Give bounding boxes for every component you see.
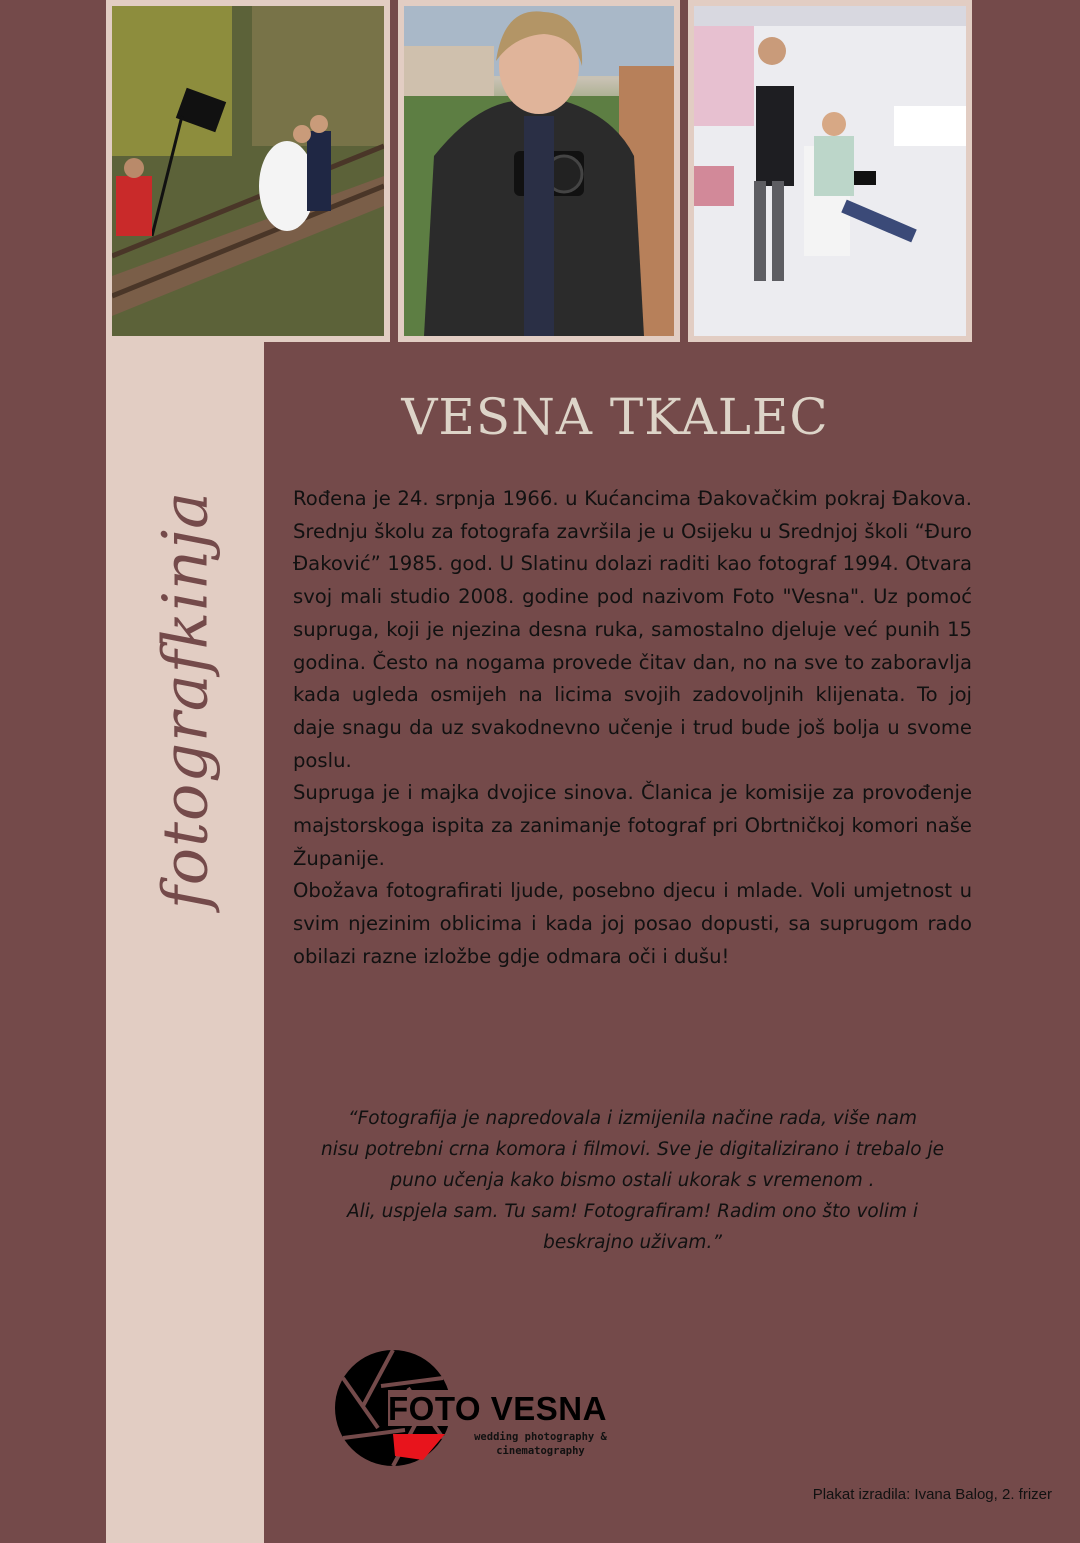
quote-text: “Fotografija je napredovala i izmijenila načine rada, više nam nisu potrebni crna komora i filmovi. Sve je digitalizirano i trebalo je puno učenja kako bismo ostali ukorak s vremenom . Ali, uspjela sam. Tu sam! Fotografiram! Radim ono što volim i beskrajno uživam.” [320, 1108, 945, 1253]
photo-photographer-portrait [398, 0, 680, 342]
event-hall-photo-icon [694, 6, 966, 336]
poster-credit: Plakat izradila: Ivana Balog, 2. frizer [812, 1486, 1052, 1503]
logo-name: FOTO VESNA [388, 1390, 607, 1427]
side-label: fotografkinja [148, 490, 222, 910]
photo-wedding-couple [106, 0, 390, 342]
logo-tagline: wedding photography & cinematography [474, 1431, 607, 1457]
photographer-portrait-photo-icon [404, 6, 674, 336]
photo-event-hall [688, 0, 972, 342]
foto-vesna-logo [333, 1348, 653, 1468]
wedding-couple-photo-icon [112, 6, 384, 336]
page-title: VESNA TKALEC [401, 388, 829, 446]
biography-text: Rođena je 24. srpnja 1966. u Kućancima Đakovačkim pokraj Đakova. Srednju školu za fotografa završila je u Osijeku u Srednjoj školi “Đuro Đaković” 1985. god. U Slatinu dolazi raditi kao fotograf 1994. Otvara svoj mali studio 2008. godine pod nazivom Foto "Vesna". Uz pomoć supruga, koji je njezina desna ruka, samostalno djeluje već punih 15 godina. Često na nogama provede čitav dan, no na sve to zaboravlja kada ugleda osmijeh na licima svojih zadovoljnih klijenata. To joj daje snagu da uz svakodnevno učenje i trud bude još bolja u svome poslu. Supruga je i majka dvojice sinova. Članica je komisije za provođenje majstorskoga ispita za zanimanje fotograf pri Obrtničkoj komori naše Županije. Obožava fotografirati ljude, posebno djecu i mlade. Voli umjetnost u svim njezinim oblicima i kada joj posao dopusti, sa suprugom rado obilazi razne izložbe gdje odmara oči i dušu! [293, 487, 972, 968]
